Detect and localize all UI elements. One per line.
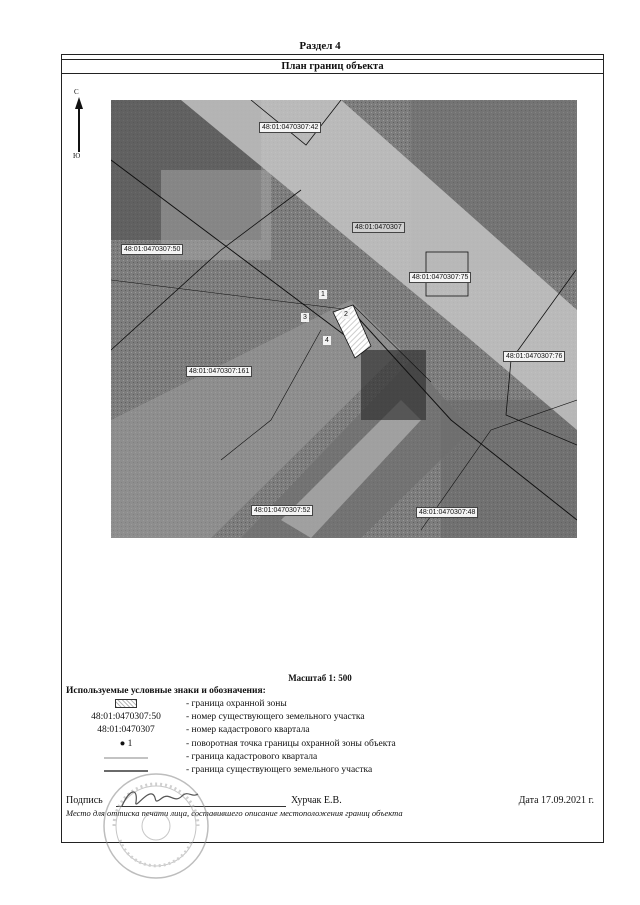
map-scale: Масштаб 1: 500 xyxy=(288,673,352,683)
quarter-number-symbol: 48:01:0470307 xyxy=(97,725,155,735)
signature-date: Дата 17.09.2021 г. xyxy=(518,795,594,806)
zone-boundary-symbol xyxy=(66,698,186,711)
legend-item xyxy=(66,738,586,751)
north-arrow xyxy=(73,88,87,166)
legend-item xyxy=(66,711,586,724)
legend-item xyxy=(66,698,586,711)
parcel-label: 48:01:0470307:42 xyxy=(259,122,321,133)
parcel-label: 48:01:0470307:75 xyxy=(409,272,471,283)
point-label: 3 xyxy=(303,314,307,321)
legend-description: - граница охранной зоны xyxy=(186,699,287,709)
parcel-label: 48:01:0470307:76 xyxy=(503,351,565,362)
legend-description: - поворотная точка границы охранной зоны объекта xyxy=(186,739,396,749)
legend-description: - номер кадастрового квартала xyxy=(186,725,310,735)
point-label: 1 xyxy=(321,291,325,298)
handwritten-signature-icon xyxy=(118,784,200,812)
signature-label: Подпись xyxy=(66,795,103,806)
legend-description: - граница кадастрового квартала xyxy=(186,752,318,762)
legend-title: Используемые условные знаки и обозначения: xyxy=(66,686,266,696)
arrow-up-icon xyxy=(73,97,85,153)
legend-description: - граница существующего земельного участка xyxy=(186,765,373,775)
point-label: 4 xyxy=(325,337,329,344)
parcel-number-symbol: 48:01:0470307:50 xyxy=(91,712,161,722)
north-letter: С xyxy=(74,88,79,96)
quarter-boundary-symbol xyxy=(66,751,186,764)
signer-name: Хурчак Е.В. xyxy=(291,795,342,806)
quarter-label: 48:01:0470307 xyxy=(352,222,405,233)
legend-description: - номер существующего земельного участка xyxy=(186,712,365,722)
section-title: Раздел 4 xyxy=(299,40,341,52)
parcel-label: 48:01:0470307:48 xyxy=(416,507,478,518)
map-imagery xyxy=(111,100,577,538)
parcel-label: 48:01:0470307:161 xyxy=(186,366,252,377)
parcel-label: 48:01:0470307:52 xyxy=(251,505,313,516)
south-letter: Ю xyxy=(73,152,81,160)
legend-item xyxy=(66,724,586,737)
parcel-label: 48:01:0470307:50 xyxy=(121,244,183,255)
turning-point-symbol: ● 1 xyxy=(119,739,133,749)
legend-item xyxy=(66,751,586,764)
aerial-map xyxy=(111,100,577,538)
stamp-note: Место для оттиска печати лица, составившего описание местоположения границ объекта xyxy=(66,808,403,818)
point-label: 2 xyxy=(344,311,348,318)
plan-title: План границ объекта xyxy=(61,59,604,74)
